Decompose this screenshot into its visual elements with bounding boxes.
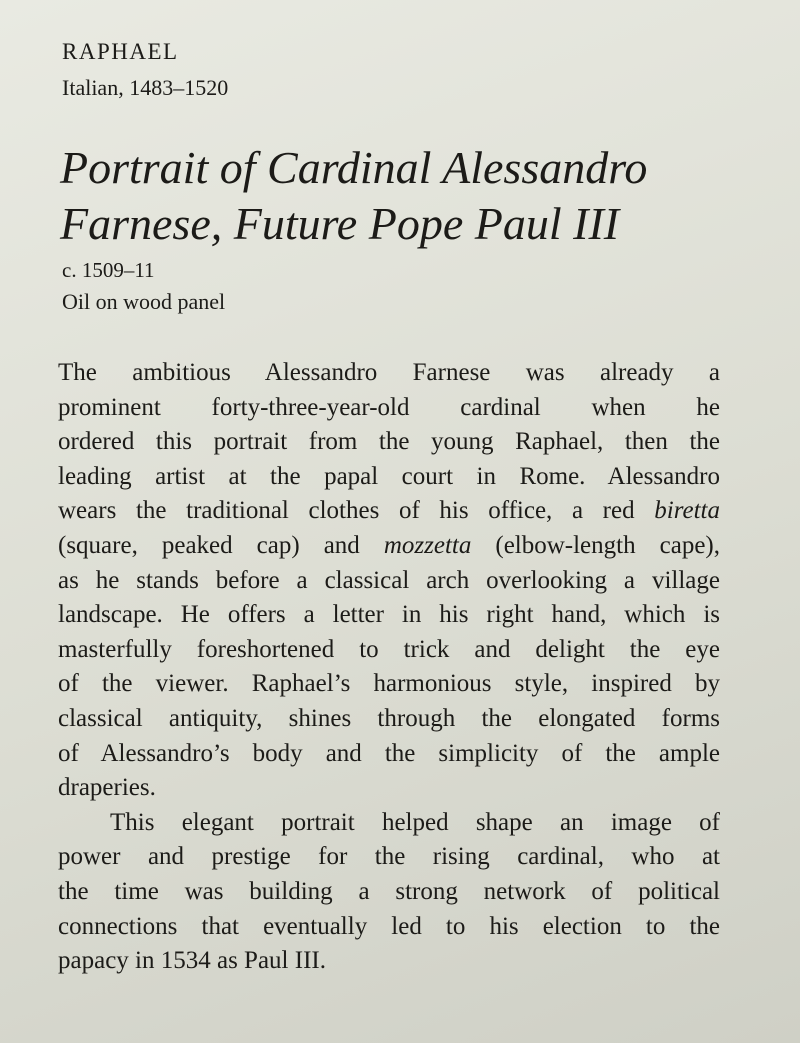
- text-line: power and prestige for the rising cardinal, who at: [58, 843, 720, 871]
- italic-term-biretta: biretta: [654, 497, 720, 525]
- artwork-title-line: Portrait of Cardinal Alessandro: [60, 142, 648, 193]
- text-line: The ambitious Alessandro Farnese was already a: [58, 359, 720, 386]
- text-segment: wears the traditional clothes of his office, a red: [58, 497, 655, 525]
- description-paragraph-1: [58, 356, 720, 806]
- text-line: landscape. He offers a letter in his right hand, which is: [58, 601, 720, 629]
- text-line: ordered this portrait from the young Raphael, then the: [58, 428, 720, 456]
- text-line: papacy in 1534 as Paul III.: [58, 947, 326, 975]
- description-text: [58, 356, 720, 979]
- text-line: [58, 529, 720, 564]
- text-line: [58, 494, 720, 529]
- text-line: as he stands before a classical arch overlooking a village: [58, 566, 720, 594]
- text-line: leading artist at the papal court in Rome. Alessandro: [58, 462, 720, 490]
- artwork-title-line: Farnese, Future Pope Paul III: [60, 198, 620, 249]
- artwork-date: c. 1509–11: [62, 258, 155, 282]
- text-line: This elegant portrait helped shape an image of: [110, 808, 720, 836]
- description-paragraph-2: [58, 806, 720, 979]
- text-line: the time was building a strong network of political: [58, 877, 720, 905]
- artwork-medium: Oil on wood panel: [62, 289, 226, 314]
- artwork-title: [60, 140, 760, 252]
- text-line: prominent forty-three-year-old cardinal when he: [58, 393, 720, 421]
- artist-name: RAPHAEL: [62, 39, 179, 64]
- text-line: of the viewer. Raphael’s harmonious style, inspired by: [58, 670, 720, 698]
- artist-nationality-dates: Italian, 1483–1520: [62, 75, 229, 100]
- text-segment: (square, peaked cap) and: [58, 531, 384, 559]
- text-line: classical antiquity, shines through the elongated forms: [58, 704, 720, 732]
- text-line: connections that eventually led to his election to the: [58, 912, 720, 940]
- italic-term-mozzetta: mozzetta: [383, 531, 472, 559]
- text-line: of Alessandro’s body and the simplicity of the ample: [58, 739, 720, 767]
- text-line: masterfully foreshortened to trick and delight the eye: [58, 635, 720, 663]
- text-segment: (elbow-length cape),: [471, 531, 720, 559]
- text-line: draperies.: [58, 774, 156, 802]
